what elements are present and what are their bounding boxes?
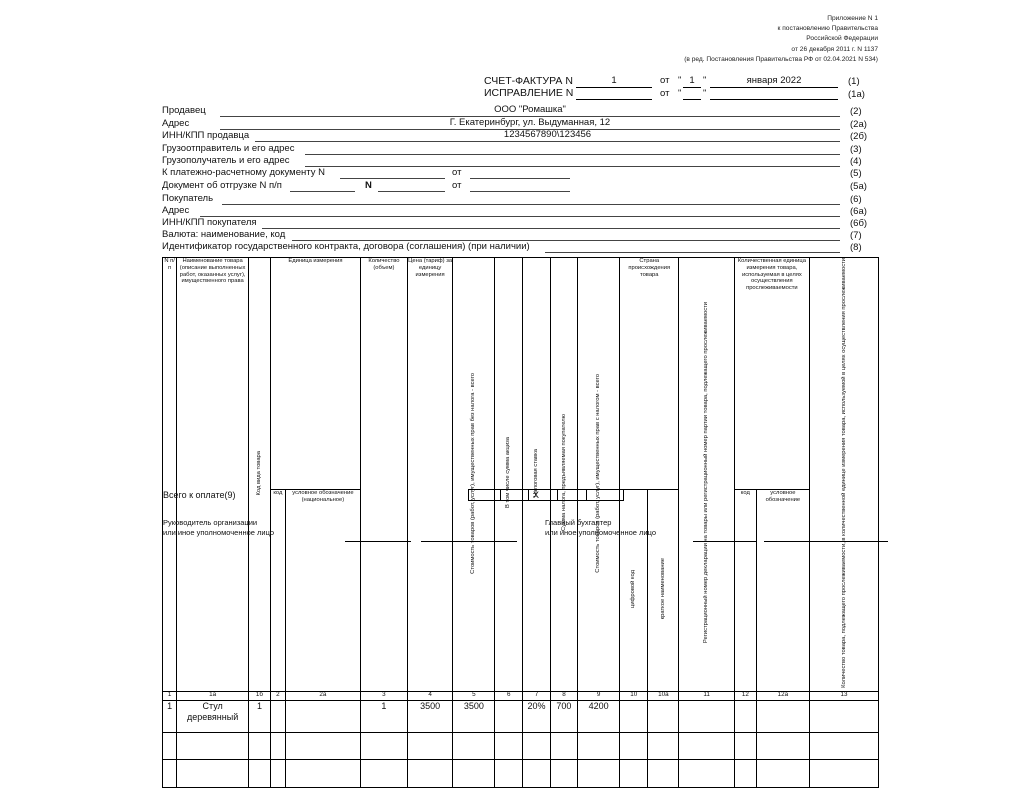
signature-accountant-block — [545, 518, 656, 538]
header-trace-amount — [809, 258, 878, 692]
header-tax-sum — [550, 258, 578, 692]
field-label-inn-seller: ИНН/КПП продавца — [162, 130, 250, 141]
correction-day-underline — [683, 99, 701, 100]
field-value-seller: ООО "Ромашка" — [494, 104, 566, 115]
total-x: Х — [533, 490, 540, 500]
cell-unit-code — [270, 700, 285, 732]
field-line — [255, 141, 840, 142]
invoice-from-label: от — [660, 75, 670, 86]
field-code: (2а) — [850, 119, 867, 130]
correction-from-label: от — [660, 88, 670, 99]
header-country — [620, 258, 679, 490]
header-unit-text: Единица измерения — [288, 258, 343, 264]
field-code: (3) — [850, 144, 862, 155]
col-number: 3 — [360, 691, 407, 700]
col-number: 1б — [249, 691, 271, 700]
cell-price: 3500 — [407, 700, 453, 732]
header-cost-no-tax-text: Стоимость товаров (работ, услуг), имущественных прав без налога - всего — [470, 372, 477, 574]
table-row — [163, 700, 879, 732]
header-reg-num — [679, 258, 734, 692]
invoice-quote-open: " — [678, 75, 682, 86]
table-row-empty — [163, 732, 879, 759]
header-kind-code — [249, 258, 271, 692]
field-line — [305, 154, 840, 155]
appendix-line: Приложение N 1 — [827, 15, 878, 22]
field-line — [305, 166, 840, 167]
header-n-text: N п/п — [164, 258, 175, 271]
invoice-date-underline — [710, 87, 838, 88]
signature-head-block — [163, 518, 274, 538]
signature-head-line1: Руководитель организации — [163, 518, 258, 527]
invoice-day: 1 — [689, 75, 695, 86]
header-price-text: Цена (тариф) за единицу измерения — [408, 258, 453, 278]
field-line — [340, 178, 445, 179]
totals-box — [468, 489, 624, 501]
field-label-address: Адрес — [162, 118, 190, 129]
col-number: 4 — [407, 691, 453, 700]
col-number: 10 — [620, 691, 648, 700]
header-excise — [495, 258, 523, 692]
field-line — [222, 204, 840, 205]
signature-line — [421, 541, 517, 542]
field-label-buyer: Покупатель — [162, 193, 214, 204]
signature-accountant-line2: или иное уполномоченное лицо — [545, 528, 657, 537]
cell-trace-code — [734, 700, 756, 732]
correction-quote-close: " — [703, 88, 707, 99]
signature-accountant-line1: Главный бухгалтер — [545, 518, 612, 527]
totals-divider — [500, 489, 501, 501]
header-price — [407, 258, 453, 692]
field-line — [200, 216, 840, 217]
field-label-shipment-doc: Документ об отгрузке N п/п — [162, 180, 282, 191]
field-code: (6) — [850, 194, 862, 205]
header-unit-symbol-text: условное обозначение (национальное) — [292, 490, 354, 503]
field-code: (6а) — [850, 206, 867, 217]
col-number: 5 — [453, 691, 495, 700]
correction-code: (1а) — [848, 89, 865, 100]
col-number: 2 — [270, 691, 285, 700]
field-code: (5а) — [850, 181, 867, 192]
cell-unit-symbol — [285, 700, 360, 732]
total-label: Всего к оплате(9) — [163, 490, 236, 500]
header-trace-symbol — [756, 490, 809, 692]
field-code: (2б) — [850, 131, 868, 142]
col-number: 1 — [163, 691, 177, 700]
field-label-currency: Валюта: наименование, код — [162, 229, 286, 240]
field-label-consignee: Грузополучатель и его адрес — [162, 155, 290, 166]
header-name — [177, 258, 249, 692]
col-number: 8 — [550, 691, 578, 700]
cell-qty: 1 — [360, 700, 407, 732]
header-trace-symbol-text: условное обозначение — [765, 490, 801, 503]
cell-country-code — [620, 700, 648, 732]
invoice-number-underline — [576, 87, 652, 88]
header-trace-amount-text: Количество товара, подлежащего прослеживаемости, в количественной единице измерения товара, используемой в целях осуществления прослеживаемости — [840, 258, 847, 688]
field-code: (8) — [850, 242, 862, 253]
field-label-shipper: Грузоотправитель и его адрес — [162, 143, 295, 154]
field-code: (6б) — [850, 218, 868, 229]
table-row-empty — [163, 759, 879, 787]
header-unit — [270, 258, 360, 490]
field-label-inn-buyer: ИНН/КПП покупателя — [162, 217, 257, 228]
cell-trace-symbol — [756, 700, 809, 732]
col-number: 11 — [679, 691, 734, 700]
invoice-month-year: января 2022 — [746, 75, 802, 86]
header-cost-no-tax — [453, 258, 495, 692]
shipment-doc-n: N — [365, 180, 372, 191]
col-number: 1а — [177, 691, 249, 700]
header-cost-with-tax — [578, 258, 620, 692]
header-n — [163, 258, 177, 692]
header-trace-qty-text: Количественная единица измерения товара, используемая в целях осуществления прослеживаемости — [737, 258, 806, 292]
header-name-text: Наименование товара (описание выполненных работ, оказанных услуг), имущественного права — [179, 258, 246, 285]
signature-line — [764, 541, 888, 542]
correction-date-underline — [710, 99, 838, 100]
header-cost-with-tax-text: Стоимость товаров (работ, услуг), имущественных прав с налогом - всего — [595, 373, 602, 573]
signature-head-line2: или иное уполномоченное лицо — [163, 528, 275, 537]
field-value-address: Г. Екатеринбург, ул. Выдуманная, 12 — [449, 117, 611, 128]
cell-cost-no-tax: 3500 — [453, 700, 495, 732]
field-value-inn-seller: 1234567890\123456 — [503, 129, 592, 140]
field-line — [378, 191, 445, 192]
header-reg-num-text: Регистрационный номер декларации на товары или регистрационный номер партии товара, подлежащего прослеживаемости — [703, 302, 710, 644]
field-label-contract-id: Идентификатор государственного контракта, договора (соглашения) (при наличии) — [162, 241, 530, 252]
cell-n: 1 — [163, 700, 177, 732]
field-label-seller: Продавец — [162, 105, 206, 116]
header-tax-sum-text: Сумма налога, предъявляемая покупателю — [560, 414, 567, 532]
cell-name: Стул деревянный — [177, 700, 249, 732]
header-trace-qty — [734, 258, 809, 490]
correction-number-underline — [576, 99, 652, 100]
totals-divider — [528, 489, 529, 501]
appendix-line: к постановлению Правительства — [777, 25, 878, 33]
header-qty-text: Количество (объем) — [368, 258, 400, 271]
header-unit-symbol — [285, 490, 360, 692]
header-excise-text: В том числе сумма акциза — [505, 437, 512, 509]
header-unit-code-text: код — [273, 490, 283, 497]
field-code: (7) — [850, 230, 862, 241]
field-code: (2) — [850, 106, 862, 117]
cell-country-short — [648, 700, 679, 732]
col-number: 10а — [648, 691, 679, 700]
header-qty — [360, 258, 407, 692]
correction-quote-open: " — [678, 88, 682, 99]
field-code: (4) — [850, 156, 862, 167]
header-kind-code-text: Код вида товара — [256, 450, 263, 496]
field-line — [545, 252, 840, 253]
header-trace-code-text: код — [740, 490, 750, 497]
signature-line — [693, 541, 757, 542]
cell-cost-with-tax: 4200 — [578, 700, 620, 732]
invoice-day-underline — [683, 87, 701, 88]
cell-tax-rate: 20% — [523, 700, 550, 732]
correction-title: ИСПРАВЛЕНИЕ N — [484, 87, 574, 99]
cell-tax-sum: 700 — [550, 700, 578, 732]
payment-doc-from: от — [452, 167, 462, 178]
header-country-text: Страна происхождения товара — [628, 258, 671, 278]
invoice-quote-close: " — [703, 75, 707, 86]
col-number: 13 — [809, 691, 878, 700]
col-number: 12а — [756, 691, 809, 700]
cell-kind-code: 1 — [249, 700, 271, 732]
invoice-title: СЧЕТ-ФАКТУРА N — [484, 75, 573, 87]
header-tax-rate — [523, 258, 550, 692]
cell-reg-num — [679, 700, 734, 732]
col-number: 6 — [495, 691, 523, 700]
cell-trace-amount — [809, 700, 878, 732]
col-number: 2а — [285, 691, 360, 700]
col-number: 9 — [578, 691, 620, 700]
cell-excise — [495, 700, 523, 732]
field-line — [290, 191, 355, 192]
signature-line — [345, 541, 411, 542]
col-number: 7 — [523, 691, 550, 700]
field-label-payment-doc: К платежно-расчетному документу N — [162, 167, 325, 178]
totals-divider — [586, 489, 587, 501]
field-line — [470, 191, 570, 192]
field-line — [470, 178, 570, 179]
invoice-number: 1 — [611, 75, 617, 86]
field-code: (5) — [850, 168, 862, 179]
header-trace-code — [734, 490, 756, 692]
col-number: 12 — [734, 691, 756, 700]
invoice-code: (1) — [848, 76, 860, 87]
appendix-line: от 26 декабря 2011 г. N 1137 — [791, 45, 878, 53]
totals-divider — [557, 489, 558, 501]
appendix-line: Российской Федерации — [806, 35, 878, 43]
column-numbers-row — [163, 691, 879, 700]
header-tax-rate-text: Налоговая ставка — [533, 448, 540, 497]
field-line — [262, 228, 840, 229]
field-label-buyer-address: Адрес — [162, 205, 190, 216]
appendix-line: (в ред. Постановления Правительства РФ от 02.04.2021 N 534) — [684, 55, 878, 63]
header-country-code-text: цифровой код — [630, 569, 637, 608]
shipment-doc-from: от — [452, 180, 462, 191]
header-country-short-text: краткое наименование — [660, 558, 667, 620]
appendix-block — [638, 14, 878, 65]
